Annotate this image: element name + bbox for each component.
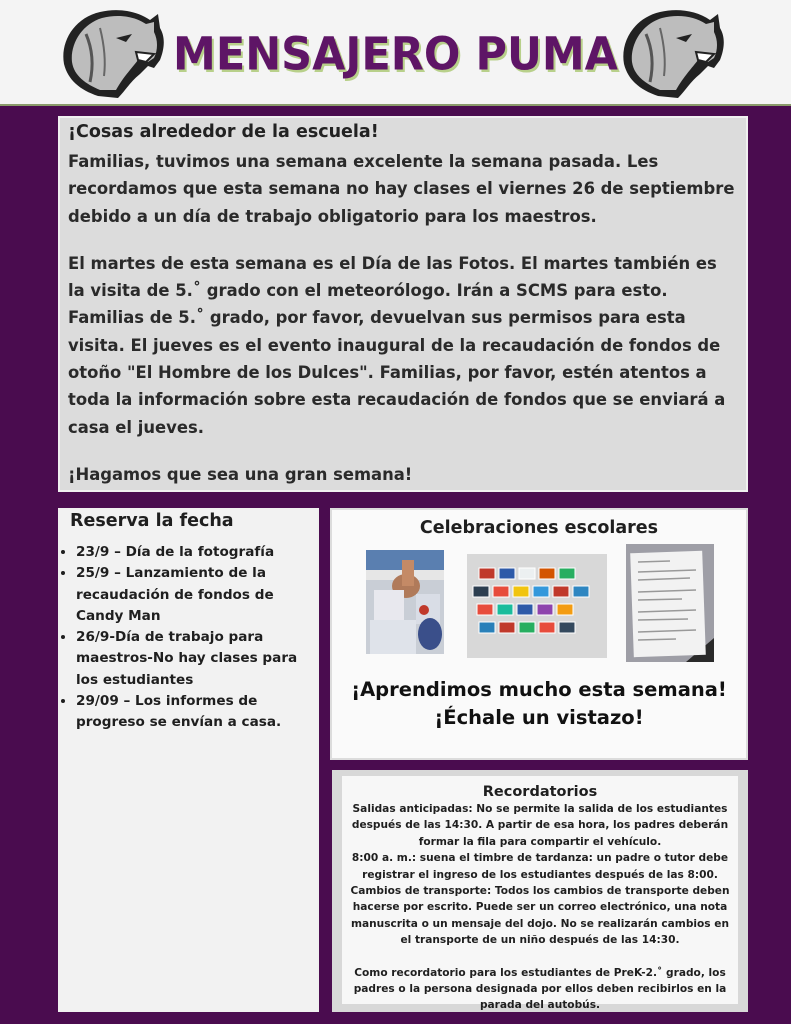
list-item: • 29/09 – Los informes de progreso se envían a casa.: [76, 691, 317, 734]
reminder-text: Cambios de transporte: Todos los cambios de transporte deben hacerse por escrito. Puede ser un correo electrónico, una nota manuscrita o un mensaje del dojo. No se realizarán cambios en el transporte de un niño después de las 14:30.: [350, 885, 730, 947]
celebrations-line: ¡Aprendimos mucho esta semana!: [351, 678, 727, 701]
school-celebrations-panel: [330, 508, 748, 760]
school-news-paragraph: El martes de esta semana es el Día de las Fotos. El martes también es la visita de 5.˚ grado con el meteorólogo. Irán a SCMS para esto. Familias de 5.˚ grado, por favor, devuelvan sus permisos para esta visita. El jueves es el evento inaugural de la recaudación de fondos de otoño "El Hombre de los Dulces". Familias, por favor, estén atentos a toda la información sobre esta recaudación de fondos que se enviará a casa el jueves.: [68, 253, 726, 437]
reminder-text: Salidas anticipadas: No se permite la salida de los estudiantes después de las 14:30. A partir de esa hora, los padres deberán formar la fila para compartir el vehículo.: [351, 803, 729, 848]
newsletter-title: MENSAJERO PUMA: [173, 28, 618, 82]
reminders-panel: [332, 770, 748, 1012]
celebrations-message: [332, 676, 746, 732]
puma-mascot-icon: [616, 4, 728, 102]
celebrations-heading: Celebraciones escolares: [419, 518, 659, 538]
save-the-date-heading: Reserva la fecha: [70, 511, 234, 531]
save-the-date-panel: [58, 508, 319, 1012]
list-item: • 23/9 – Día de la fotografía: [76, 542, 317, 563]
list-item: • 25/9 – Lanzamiento de la recaudación de fondos de Candy Man: [76, 563, 317, 627]
school-news-heading: ¡Cosas alrededor de la escuela!: [68, 122, 379, 142]
save-the-date-list: [60, 542, 317, 734]
newsletter-header: [0, 0, 791, 106]
reminders-heading: Recordatorios: [482, 784, 598, 800]
worksheet-photo-image: [626, 544, 714, 662]
celebrations-line: ¡Échale un vistazo!: [434, 706, 644, 729]
reminders-box: [342, 776, 738, 1012]
reminder-text: 8:00 a. m.: suena el timbre de tardanza: un padre o tutor debe registrar el ingreso de los estudiantes después de las 8:00.: [351, 852, 729, 881]
school-news-closing: ¡Hagamos que sea una gran semana!: [68, 464, 413, 484]
classroom-photo-image: [366, 550, 444, 654]
school-news-panel: [58, 116, 748, 492]
school-news-paragraph: Familias, tuvimos una semana excelente la semana pasada. Les recordamos que esta semana no hay clases el viernes 26 de septiembre debido a un día de trabajo obligatorio para los maestros.: [68, 152, 735, 226]
flags-photo-image: [467, 554, 607, 658]
list-item: • 26/9-Día de trabajo para maestros-No hay clases para los estudiantes: [76, 627, 317, 691]
reminder-text: Como recordatorio para los estudiantes de PreK-2.˚ grado, los padres o la persona designada por ellos deben recibirlos en la parada del autobús.: [353, 966, 727, 1012]
